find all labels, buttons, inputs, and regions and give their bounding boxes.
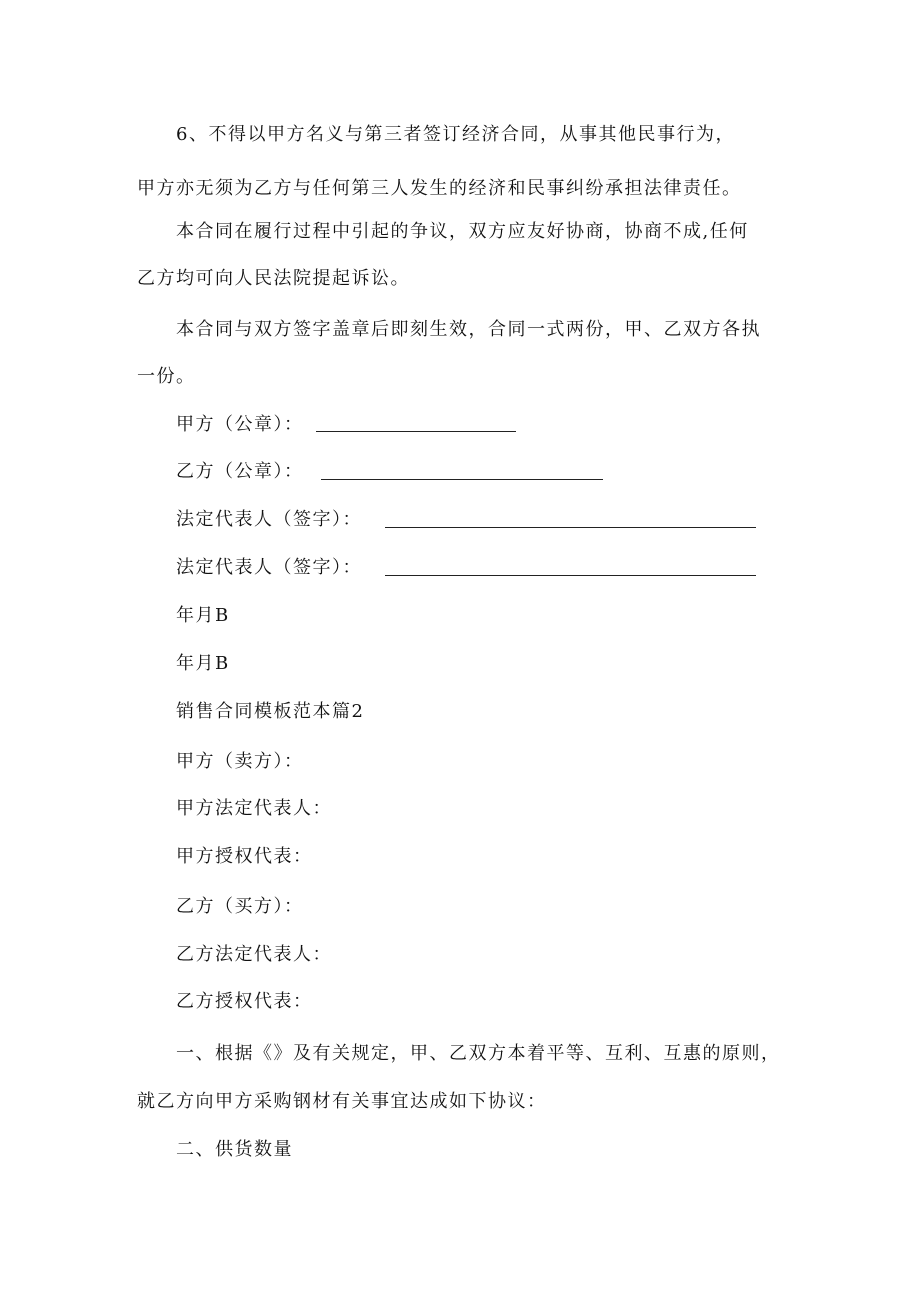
party-a-authorized-rep: 甲方授权代表：: [176, 846, 313, 867]
clause-1-line-2: 就乙方向甲方采购钢材有关事宜达成如下协议：: [137, 1091, 547, 1112]
effect-clause-line-2: 一份。: [137, 366, 196, 387]
party-b-seal-line: [321, 479, 603, 480]
date-line-1: 年月B: [176, 605, 230, 626]
party-b-authorized-rep: 乙方授权代表：: [176, 991, 313, 1012]
legal-rep-1-label: 法定代表人（签字）：: [176, 509, 362, 530]
clause-6-line-2: 甲方亦无须为乙方与任何第三人发生的经济和民事纠纷承担法律责任。: [137, 178, 742, 199]
legal-rep-1-line: [385, 527, 756, 528]
party-a-seal-line: [316, 431, 516, 432]
party-b-buyer: 乙方（买方）：: [176, 896, 304, 917]
party-a-seal-label: 甲方（公章）：: [176, 414, 304, 435]
party-a-seller: 甲方（卖方）：: [176, 751, 304, 772]
party-b-legal-rep: 乙方法定代表人：: [176, 944, 332, 965]
party-b-seal-label: 乙方（公章）：: [176, 461, 304, 482]
dispute-clause-line-1: 本合同在履行过程中引起的争议，双方应友好协商，协商不成,任何: [176, 221, 749, 242]
party-a-legal-rep: 甲方法定代表人：: [176, 798, 332, 819]
clause-1-line-1: 一、根据《》及有关规定，甲、乙双方本着平等、互利、互惠的原则，: [176, 1043, 781, 1064]
legal-rep-2-line: [385, 575, 756, 576]
effect-clause-line-1: 本合同与双方签字盖章后即刻生效，合同一式两份，甲、乙双方各执: [176, 319, 761, 340]
contract-2-title: 销售合同模板范本篇2: [176, 701, 365, 722]
clause-6-line-1: 6、不得以甲方名义与第三者签订经济合同，从事其他民事行为，: [176, 124, 735, 145]
legal-rep-2-label: 法定代表人（签字）：: [176, 557, 362, 578]
date-line-2: 年月B: [176, 653, 230, 674]
dispute-clause-line-2: 乙方均可向人民法院提起诉讼。: [137, 268, 410, 289]
clause-2-heading: 二、供货数量: [176, 1139, 293, 1160]
